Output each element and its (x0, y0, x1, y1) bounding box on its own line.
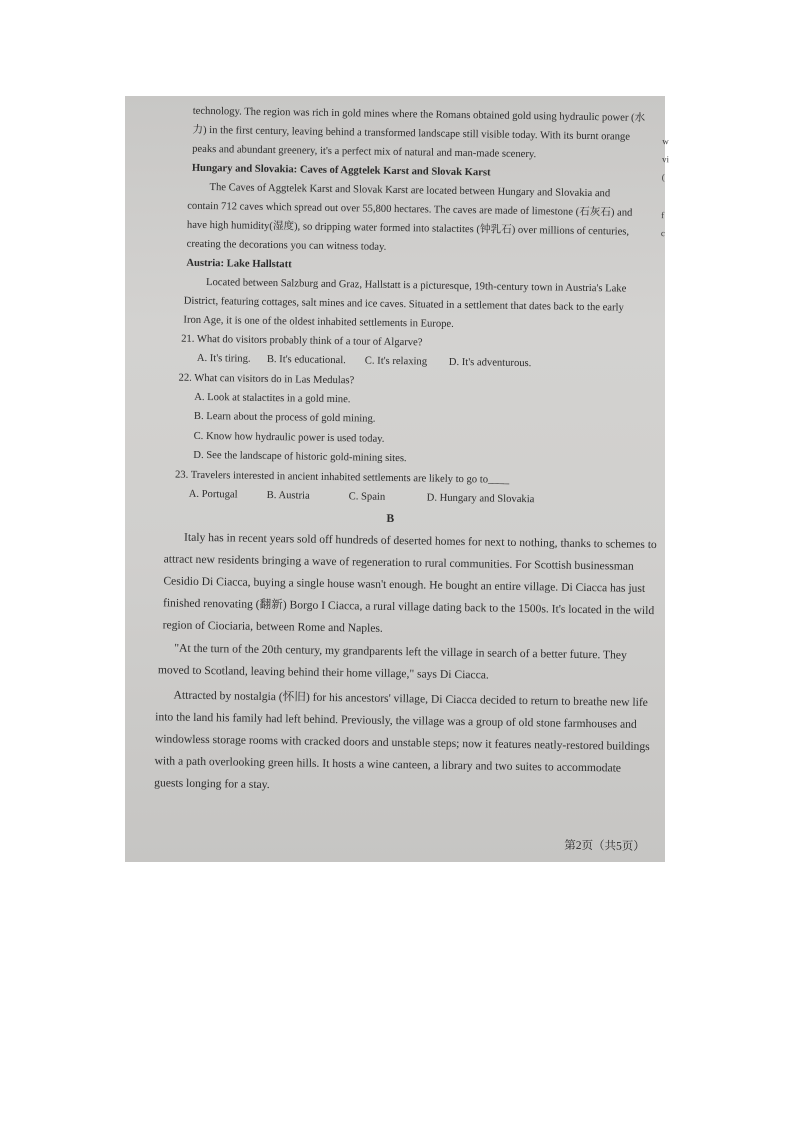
edge-fragment: w (662, 136, 669, 147)
austria-line: District, featuring cottages, salt mines and ice caves. Situated in a settlement that dates back to the early (183, 295, 624, 314)
paragraph-line: "At the turn of the 20th century, my grandparents left the village in search of a better future. They (174, 641, 627, 662)
question-22: 22. What can visitors do in Las Medulas? (178, 372, 355, 387)
option: B. Learn about the process of gold mining. (193, 410, 376, 425)
section-b-heading: B (386, 511, 395, 525)
option: B. Austria (266, 489, 310, 502)
paragraph-line: with a path overlooking green hills. It hosts a wine canteen, a library and two suites to accommodate (154, 754, 622, 775)
intro-line: technology. The region was rich in gold mines where the Romans obtained gold using hydraulic power (水 (192, 105, 646, 124)
intro-line: peaks and abundant greenery, it's a perfect mix of natural and man-made scenery. (192, 143, 537, 161)
option: A. Portugal (188, 488, 238, 501)
austria-line: Iron Age, it is one of the oldest inhabited settlements in Europe. (183, 314, 454, 330)
intro-line: 力) in the first century, leaving behind a transformed landscape still visible today. With its burnt orange (192, 124, 631, 143)
paragraph-line: moved to Scotland, leaving behind their home village," says Di Ciacca. (157, 663, 489, 682)
edge-fragment: f (661, 210, 665, 221)
paragraph-line: Italy has in recent years sold off hundreds of deserted homes for next to nothing, thanks to schemes to (183, 530, 657, 552)
question-23: 23. Travelers interested in ancient inhabited settlements are likely to go to____ (174, 469, 510, 486)
option: C. It's relaxing (364, 355, 428, 368)
edge-fragment: ( (661, 172, 665, 183)
edge-fragment: c (660, 228, 665, 239)
option: A. It's tiring. (196, 352, 251, 365)
paragraph-line: Cesidio Di Ciacca, buying a single house wasn't enough. He bought an entire village. Di Ciacca has just (163, 574, 646, 595)
option: C. Spain (348, 491, 386, 503)
option: A. Look at stalactites in a gold mine. (194, 391, 351, 406)
edge-fragment: vi (661, 154, 670, 165)
option: D. It's adventurous. (448, 356, 532, 370)
hungary-line: have high humidity(湿度), so dripping water formed into stalactites (钟乳石) over millions of centuries, (186, 219, 630, 238)
paragraph-line: windowless storage rooms with cracked doors and unstable steps; now it features neatly-restored buildings (154, 732, 650, 754)
hungary-line: The Caves of Aggtelek Karst and Slovak Karst are located between Hungary and Slovakia and (209, 182, 611, 200)
hungary-line: contain 712 caves which spread out over 55,800 hectares. The caves are made of limestone (石灰石) and (187, 200, 633, 219)
option: C. Know how hydraulic power is used today. (193, 430, 385, 445)
austria-heading: Austria: Lake Hallstatt (186, 257, 292, 271)
option: B. It's educational. (266, 353, 346, 367)
page-number: 第2页（共5页） (564, 839, 645, 853)
exam-page (119, 92, 671, 866)
paragraph-line: Attracted by nostalgia (怀旧) for his ancestors' village, Di Ciacca decided to return to breathe new life (173, 688, 648, 709)
question-21: 21. What do visitors probably think of a tour of Algarve? (181, 333, 423, 349)
paragraph-line: guests longing for a stay. (154, 776, 270, 792)
option: D. See the landscape of historic gold-mining sites. (193, 449, 407, 465)
option: D. Hungary and Slovakia (426, 492, 535, 506)
paragraph-line: attract new residents bringing a wave of regeneration to rural communities. For Scottish businessman (163, 552, 634, 573)
paragraph-line: finished renovating (翻新) Borgo I Ciacca, a rural village dating back to the 1500s. It's located in the wild (162, 596, 655, 618)
hungary-line: creating the decorations you can witness today. (186, 238, 387, 253)
paragraph-line: into the land his family had left behind. Previously, the village was a group of old stone farmhouses and (155, 710, 637, 731)
paragraph-line: region of Ciociaria, between Rome and Naples. (162, 618, 383, 635)
document-photo (125, 96, 670, 862)
austria-line: Located between Salzburg and Graz, Hallstatt is a picturesque, 19th-century town in Austria's Lake (205, 277, 627, 295)
hungary-heading: Hungary and Slovakia: Caves of Aggtelek Karst and Slovak Karst (191, 162, 491, 179)
